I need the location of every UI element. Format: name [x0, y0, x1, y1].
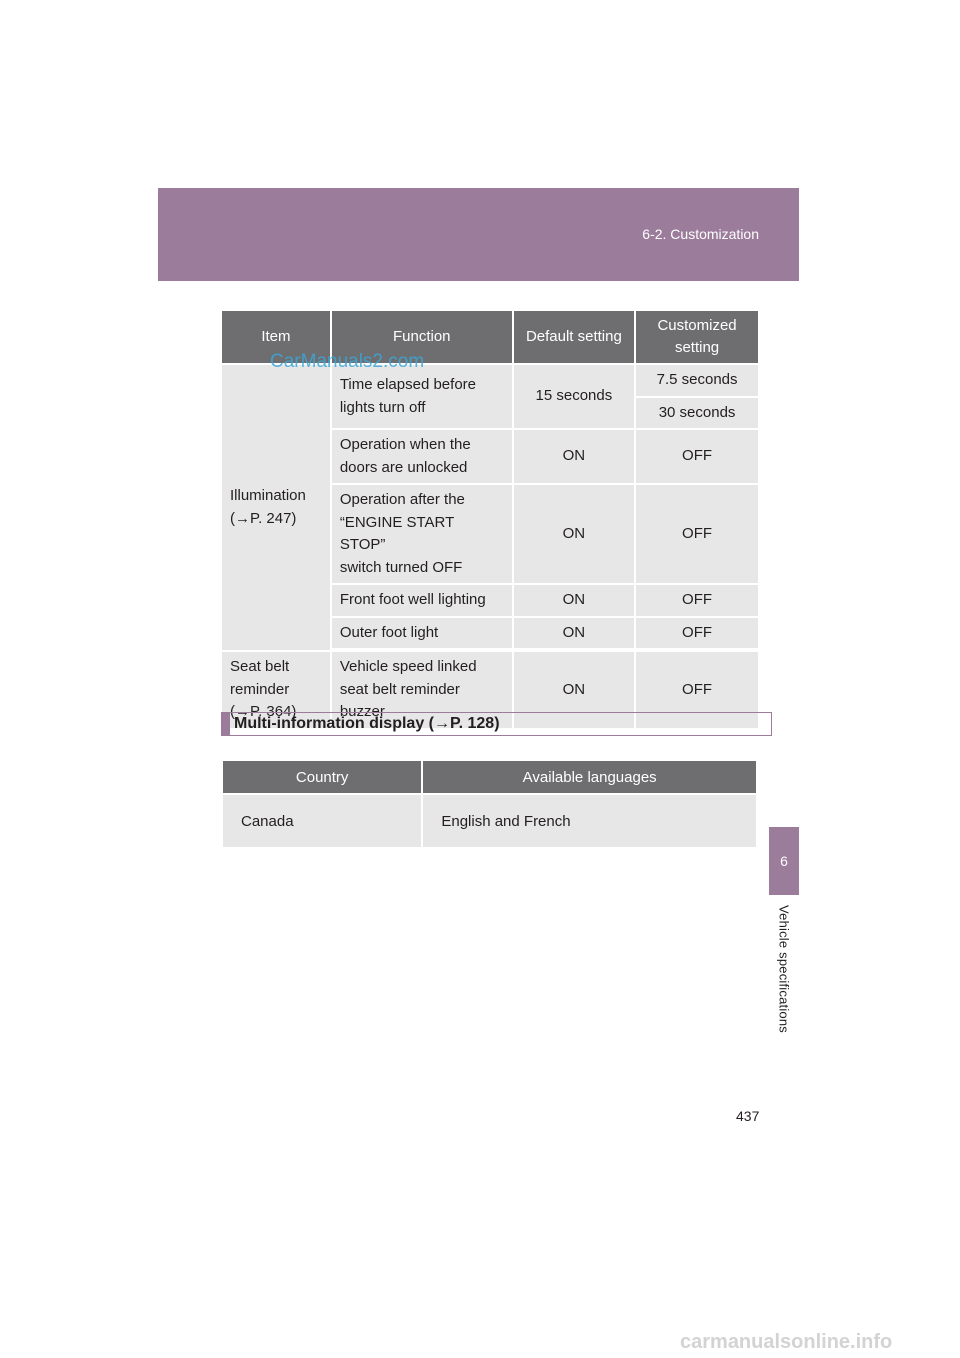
page-reference: (→P. 247)	[230, 509, 297, 527]
custom-cell: 30 seconds	[635, 397, 759, 430]
function-line: Operation after the	[339, 491, 465, 508]
function-cell: Operation when the doors are unlocked	[331, 429, 513, 484]
function-cell: Outer foot light	[331, 617, 513, 650]
table-row	[222, 794, 757, 848]
header-function: Function	[331, 310, 513, 364]
custom-cell: OFF	[635, 584, 759, 617]
item-label: Seat belt	[230, 658, 290, 675]
custom-cell: OFF	[635, 617, 759, 650]
chapter-tab[interactable]: 6	[769, 827, 799, 895]
section-header-title: 6-2. Customization	[642, 226, 759, 242]
page-reference: (→P. 364)	[230, 703, 297, 720]
default-cell: ON	[513, 651, 635, 729]
default-cell: ON	[513, 584, 635, 617]
table-header-row	[222, 760, 757, 794]
header-customized: Customized setting	[635, 310, 759, 364]
function-cell: Vehicle speed linked seat belt reminder buzzer	[331, 651, 513, 729]
watermark-bottom[interactable]: carmanualsonline.info	[680, 1331, 893, 1353]
section-title: Multi-information display (→P. 128)	[221, 712, 772, 736]
languages-cell: English and French	[422, 794, 757, 848]
function-line: “ENGINE START STOP”	[339, 513, 454, 553]
custom-cell: 7.5 seconds	[635, 364, 759, 397]
function-cell: Time elapsed before lights turn off	[331, 364, 513, 429]
chapter-label: Vehicle specifications	[776, 905, 792, 1033]
watermark-top[interactable]: CarManuals2.com	[270, 351, 425, 372]
languages-table	[221, 759, 758, 849]
page-number: 437	[736, 1108, 760, 1124]
header-bar	[158, 188, 799, 281]
default-cell: ON	[513, 617, 635, 650]
item-label: Illumination	[230, 487, 306, 504]
header-item: Item	[221, 310, 331, 364]
header-country: Country	[222, 760, 422, 794]
header-languages: Available languages	[422, 760, 757, 794]
default-cell: ON	[513, 429, 635, 484]
function-line: switch turned OFF	[339, 558, 463, 576]
item-illumination	[221, 364, 331, 651]
item-label: reminder	[230, 680, 290, 698]
country-cell: Canada	[222, 794, 422, 848]
header-default: Default setting	[513, 310, 635, 364]
function-cell: Front foot well lighting	[331, 584, 513, 617]
custom-cell: OFF	[635, 484, 759, 584]
function-cell	[331, 484, 513, 584]
default-cell: 15 seconds	[513, 364, 635, 429]
custom-cell: OFF	[635, 429, 759, 484]
custom-cell: OFF	[635, 651, 759, 729]
default-cell: ON	[513, 484, 635, 584]
